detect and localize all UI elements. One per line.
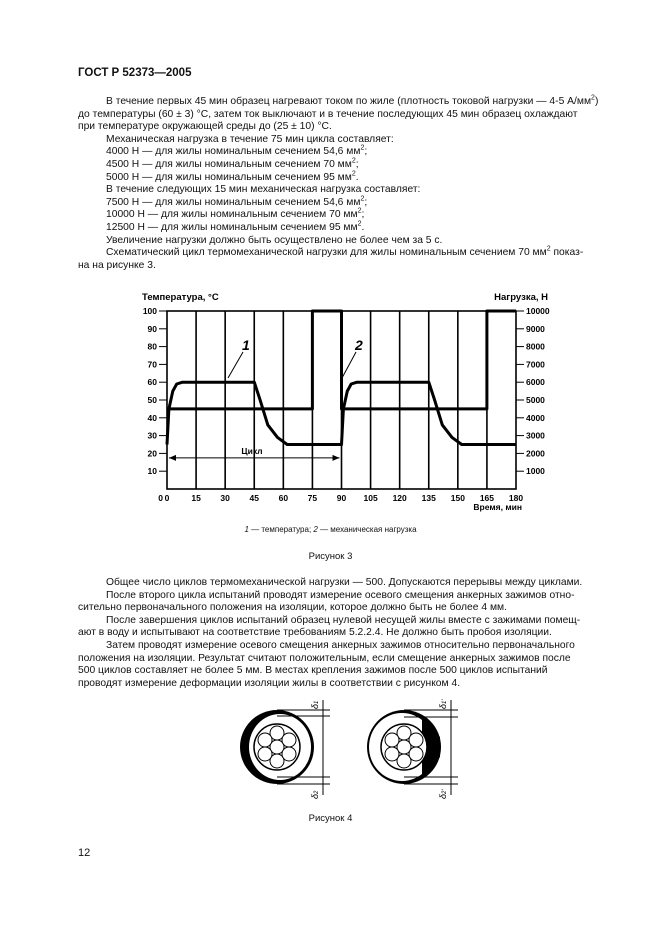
y-right-tick-label: 3000: [526, 430, 545, 441]
series-label-2: 2: [355, 337, 363, 353]
paragraph: Увеличение нагрузки должно быть осуществлено не более чем за 5 с.: [106, 234, 443, 246]
y-left-tick-label: 60: [147, 377, 157, 388]
y-left-tick-label: 50: [147, 395, 157, 405]
list-item: 5000 Н — для жилы номинальным сечением 95 $мм^2$.: [106, 170, 359, 183]
x-tick-label: 0: [164, 493, 170, 503]
y-left-tick-label: 90: [147, 323, 157, 334]
figure3-legend: 1 — температура; 2 — механическая нагрузка: [244, 525, 417, 534]
y-left-tick-label: 40: [147, 412, 157, 423]
paragraph: Механическая нагрузка в течение 75 мин цикла составляет:: [106, 133, 394, 145]
series-label-2-leader: [342, 352, 356, 378]
series-line-2: [167, 311, 516, 409]
insulation-deformation-figure: [0, 695, 661, 815]
x-tick-label: 150: [450, 493, 465, 503]
cycle-arrow-head-right: [333, 455, 340, 461]
chart-ticks: [143, 306, 550, 503]
paragraph: Затем проводят измерение осевого смещения анкерных зажимов относительно первоначального: [106, 639, 575, 651]
y-right-tick-label: 7000: [526, 359, 545, 370]
text-block-1: [78, 96, 614, 272]
y-left-tick-label: 70: [147, 359, 157, 370]
figure4-caption: Рисунок 4: [308, 813, 353, 824]
y-right-tick-label: 2000: [526, 448, 545, 459]
list-item: 10000 Н — для жилы номинальным сечением 70 $мм^2$;: [106, 207, 365, 221]
text-block-2: [78, 577, 614, 690]
x-tick-label: 120: [392, 493, 407, 503]
y-right-tick-label: 4000: [526, 412, 545, 423]
x-tick-label: 135: [421, 493, 436, 503]
x-tick-label: 30: [220, 493, 230, 503]
x-tick-label: 45: [249, 493, 259, 503]
y-left-tick-label: 0: [158, 493, 163, 503]
y-left-tick-label: 30: [147, 430, 157, 441]
paragraph-line: на на рисунке 3.: [78, 259, 156, 271]
y-right-tick-label: 10000: [526, 306, 550, 316]
paragraph: После завершения циклов испытаний образец нулевой несущей жилы вместе с зажимами помещ-: [106, 614, 581, 626]
delta-2-label: δ2: [310, 790, 320, 799]
list-item: 7500 Н — для жилы номинальным сечением 54,6 $мм^2$;: [106, 195, 368, 208]
thermo-mechanical-cycle-chart: [0, 280, 661, 520]
x-tick-label: 105: [363, 493, 378, 503]
cable-section-right: [367, 710, 441, 784]
y-left-tick-label: 20: [147, 448, 157, 459]
paragraph-line: 500 циклов составляет не более 5 мм. В местах крепления зажимов после 500 циклов испытаний: [78, 665, 548, 677]
x-tick-label: 90: [336, 493, 347, 503]
x-tick-label: 165: [479, 493, 495, 503]
paragraph-line: ают в воду и испытывают на соответствие требованиям 5.2.2.4. Не должно быть пробоя изоляции.: [78, 627, 552, 639]
paragraph-line: до температуры (60 ± 3) °С, затем ток выключают и в течение последующих 45 мин образец охлаждают: [78, 108, 578, 120]
y-right-tick-label: 8000: [526, 341, 545, 352]
y-axis-label-right: Нагрузка, Н: [494, 292, 548, 303]
paragraph: Схематический цикл термомеханической нагрузки для жилы номинальным сечением 70 $мм^2$ показ-: [106, 245, 584, 259]
y-right-tick-label: 1000: [526, 466, 545, 477]
x-tick-label: 60: [278, 493, 289, 503]
document-header: ГОСТ Р 52373—2005: [78, 67, 192, 79]
x-tick-label: 180: [508, 493, 524, 503]
y-right-tick-label: 5000: [526, 395, 545, 405]
delta-2p-label: δ2′: [438, 789, 448, 799]
figure3-caption: Рисунок 3: [308, 551, 353, 562]
paragraph-line: сительно первоначального положения на изоляции, которое должно быть не более 4 мм.: [78, 602, 507, 614]
y-right-tick-label: 9000: [526, 323, 545, 334]
delta-1p-label: δ1′: [438, 699, 448, 709]
cable-section-left: [240, 710, 314, 784]
series-label-1: 1: [242, 337, 250, 353]
list-item: 4000 Н — для жилы номинальным сечением 54,6 $мм^2$;: [106, 144, 368, 158]
paragraph-line: проводят измерение деформации изоляции жилы в соответствии с рисунком 4.: [78, 677, 461, 689]
paragraph: После второго цикла испытаний проводят измерение осевого смещения анкерных зажимов отно-: [106, 589, 575, 601]
chart-series: [167, 311, 516, 445]
y-right-tick-label: 6000: [526, 377, 545, 388]
cycle-annotation: Цикл: [241, 446, 263, 456]
y-left-tick-label: 10: [147, 466, 157, 477]
paragraph: В течение следующих 15 мин механическая нагрузка составляет:: [106, 184, 421, 196]
paragraph: Общее число циклов термомеханической нагрузки — 500. Допускаются перерывы между циклами.: [106, 577, 583, 588]
list-item: 4500 Н — для жилы номинальным сечением 70 $мм^2$;: [106, 157, 359, 170]
x-tick-label: 15: [191, 493, 201, 503]
y-left-tick-label: 80: [147, 341, 157, 352]
y-left-tick-label: 100: [142, 306, 157, 316]
y-axis-label-left: Температура, °С: [142, 292, 219, 303]
paragraph: В течение первых 45 мин образец нагревают током по жиле (плотность токовой нагрузки — 4-5 $А/мм^2$): [106, 94, 599, 107]
series-label-1-leader: [228, 352, 243, 378]
paragraph-line: положения на изоляции. Результат считают положительным, если смещение анкерных зажимов после: [78, 652, 571, 664]
cycle-arrow-head-left: [169, 455, 176, 461]
list-item: 12500 Н — для жилы номинальным сечением 95 $мм^2$.: [106, 220, 365, 233]
page-number: 12: [78, 847, 91, 859]
paragraph-line: при температуре окружающей среды до (25 ± 10) °С.: [78, 121, 332, 133]
x-tick-label: 75: [307, 493, 318, 503]
delta-1-label: δ1: [310, 700, 320, 709]
x-axis-label: Время, мин: [473, 502, 522, 512]
